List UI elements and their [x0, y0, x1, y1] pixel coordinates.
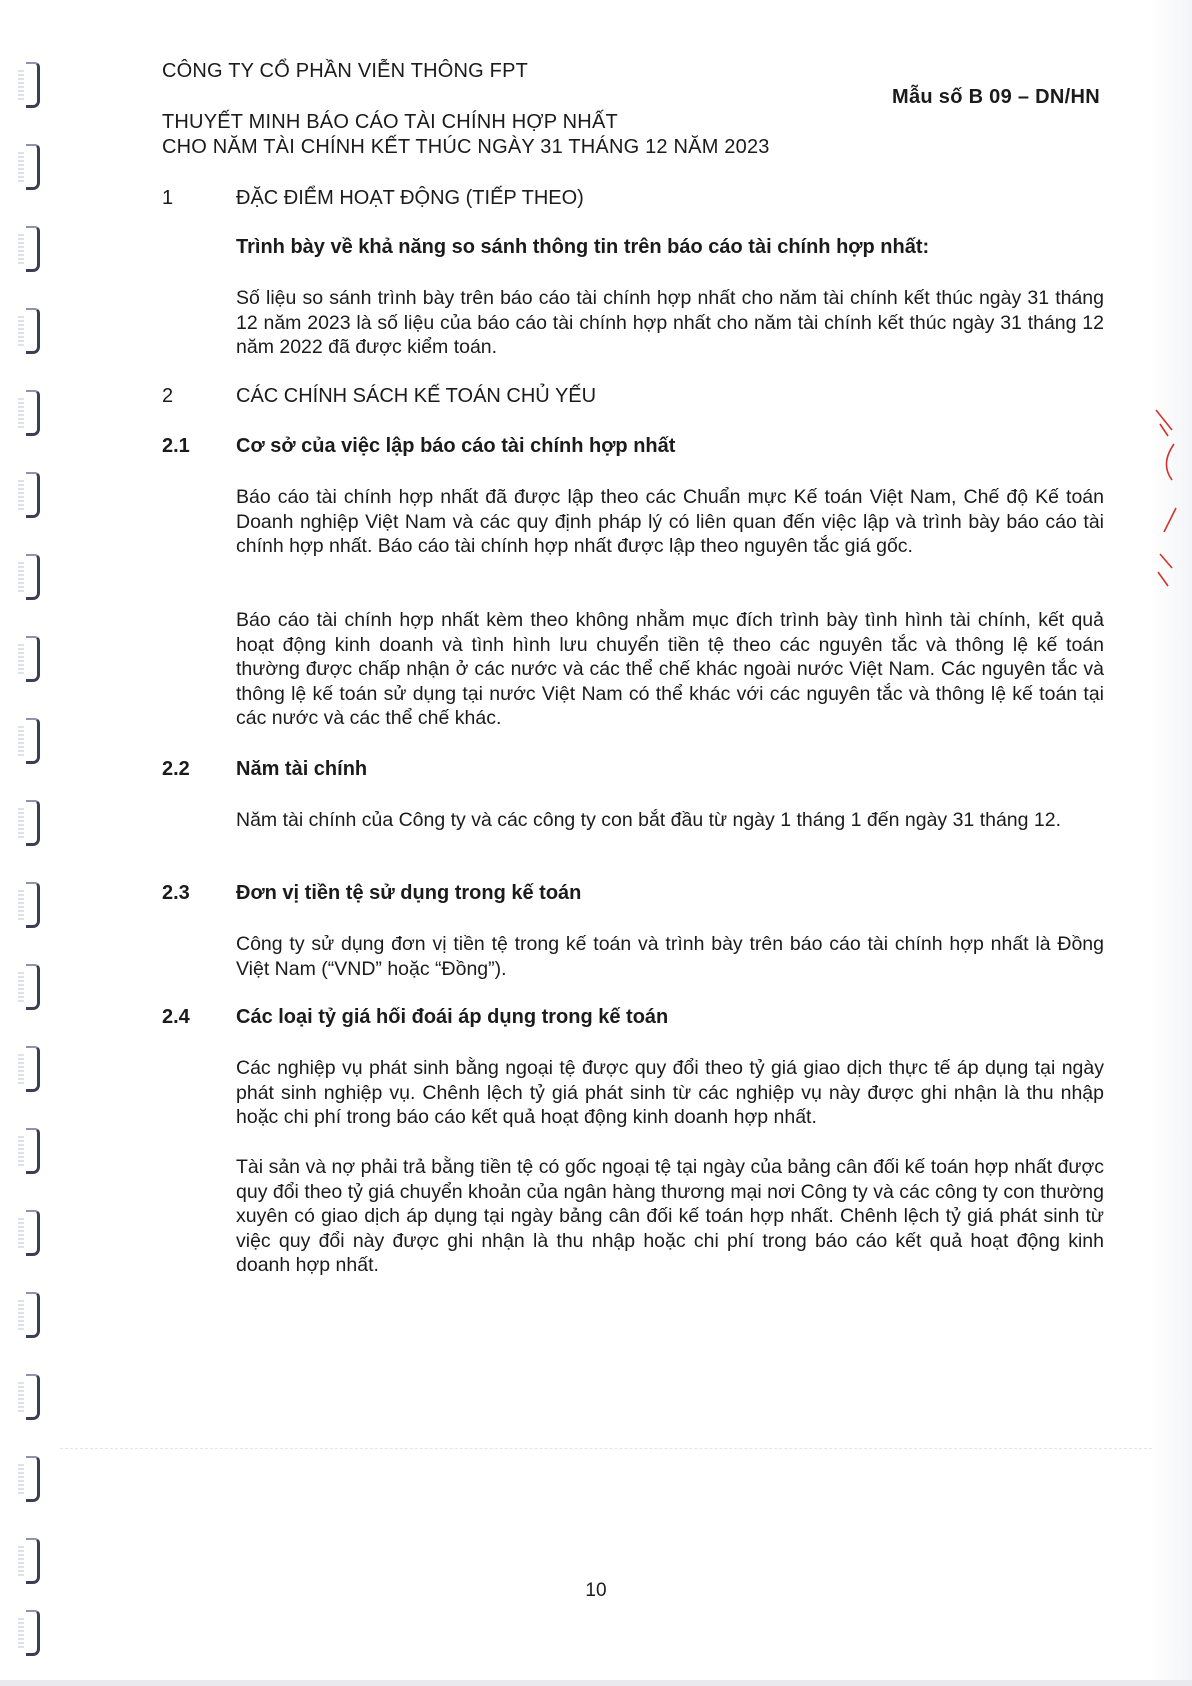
paragraph: Công ty sử dụng đơn vị tiền tệ trong kế toán và trình bày trên báo cáo tài chính hợp nhất là Đồng Việt Nam (“VND” hoặc “Đồng”). — [236, 933, 1104, 980]
company-name: CÔNG TY CỔ PHẦN VIỄN THÔNG FPT — [162, 60, 529, 82]
page-edge-shadow — [1152, 0, 1192, 1686]
binding-ring — [26, 1456, 40, 1502]
paragraph: Tài sản và nợ phải trả bằng tiền tệ có gốc ngoại tệ tại ngày của bảng cân đối kế toán hợp nhất được quy đổi theo tỷ giá chuyển khoản của ngân hàng thương mại nơi Công ty và các công ty con thường xuyên có giao dịch áp dụng tại ngày bảng cân đối kế toán hợp nhất. Chênh lệch tỷ giá phát sinh từ việc quy đổi này được ghi nhận là thu nhập hoặc chi phí trong báo cáo kết quả hoạt động kinh doanh hợp nhất. — [236, 1156, 1104, 1276]
binding-ring — [26, 1538, 40, 1584]
binding-ring — [26, 390, 40, 436]
subsection-title: Cơ sở của việc lập báo cáo tài chính hợp nhất — [236, 435, 676, 457]
binding-ring — [26, 144, 40, 190]
subsection-title: Các loại tỷ giá hối đoái áp dụng trong kế toán — [236, 1006, 669, 1028]
binding-ring — [26, 308, 40, 354]
binding-ring — [26, 882, 40, 928]
subsection-number: 2.3 — [162, 882, 190, 904]
section-number: 1 — [162, 187, 174, 209]
scan-fold-line — [60, 1448, 1152, 1449]
page-number: 10 — [585, 1580, 607, 1601]
binding-ring — [26, 1610, 40, 1656]
section-title: ĐẶC ĐIỂM HOẠT ĐỘNG (TIẾP THEO) — [236, 187, 584, 209]
document-subtitle: CHO NĂM TÀI CHÍNH KẾT THÚC NGÀY 31 THÁNG 12 NĂM 2023 — [162, 136, 770, 158]
paragraph: Số liệu so sánh trình bày trên báo cáo tài chính hợp nhất cho năm tài chính kết thúc ngày 31 tháng 12 năm 2023 là số liệu của báo cáo tài chính hợp nhất cho năm tài chính kết thúc ngày 31 tháng 12 năm 2022 đã được kiểm toán. — [236, 287, 1104, 358]
section-title: CÁC CHÍNH SÁCH KẾ TOÁN CHỦ YẾU — [236, 385, 597, 407]
subsection-title: Đơn vị tiền tệ sử dụng trong kế toán — [236, 882, 582, 904]
binding-ring — [26, 1046, 40, 1092]
document-title: THUYẾT MINH BÁO CÁO TÀI CHÍNH HỢP NHẤT — [162, 111, 618, 133]
binding-ring — [26, 1128, 40, 1174]
binding-ring — [26, 554, 40, 600]
binding-ring — [26, 718, 40, 764]
section-number: 2 — [162, 385, 174, 407]
paragraph: Các nghiệp vụ phát sinh bằng ngoại tệ được quy đổi theo tỷ giá giao dịch thực tế áp dụng tại ngày phát sinh nghiệp vụ. Chênh lệch tỷ giá phát sinh từ các nghiệp vụ này được ghi nhận là thu nhập hoặc chi phí trong báo cáo kết quả hoạt động kinh doanh hợp nhất. — [236, 1057, 1104, 1128]
subsection-heading: Trình bày về khả năng so sánh thông tin trên báo cáo tài chính hợp nhất: — [236, 236, 930, 258]
subsection-number: 2.1 — [162, 435, 190, 457]
paragraph: Năm tài chính của Công ty và các công ty con bắt đầu từ ngày 1 tháng 1 đến ngày 31 tháng 12. — [236, 809, 1062, 831]
binding-ring — [26, 1374, 40, 1420]
binding-ring — [26, 1210, 40, 1256]
subsection-number: 2.4 — [162, 1006, 190, 1028]
binding-ring — [26, 62, 40, 108]
subsection-title: Năm tài chính — [236, 758, 368, 780]
binding-ring — [26, 636, 40, 682]
binding-ring — [26, 964, 40, 1010]
paragraph: Báo cáo tài chính hợp nhất đã được lập theo các Chuẩn mực Kế toán Việt Nam, Chế độ Kế toán Doanh nghiệp Việt Nam và các quy định pháp lý có liên quan đến việc lập và trình bày báo cáo tài chính hợp nhất. Báo cáo tài chính hợp nhất được lập theo nguyên tắc giá gốc. — [236, 486, 1104, 557]
subsection-number: 2.2 — [162, 758, 190, 780]
scan-bottom-edge — [0, 1680, 1192, 1686]
binding-ring — [26, 472, 40, 518]
binding-ring — [26, 1292, 40, 1338]
spiral-binding — [18, 0, 48, 1686]
red-stamp-fragment — [1154, 404, 1184, 594]
binding-ring — [26, 800, 40, 846]
paragraph: Báo cáo tài chính hợp nhất kèm theo không nhằm mục đích trình bày tình hình tài chính, kết quả hoạt động kinh doanh và tình hình lưu chuyển tiền tệ theo các nguyên tắc và thông lệ kế toán thường được chấp nhận ở các nước và các thể chế khác ngoài nước Việt Nam. Các nguyên tắc và thông lệ kế toán sử dụng tại nước Việt Nam có thể khác với các nguyên tắc và thông lệ kế toán tại các nước và các thể chế khác. — [236, 609, 1104, 729]
form-number: Mẫu số B 09 – DN/HN — [892, 86, 1100, 108]
binding-ring — [26, 226, 40, 272]
